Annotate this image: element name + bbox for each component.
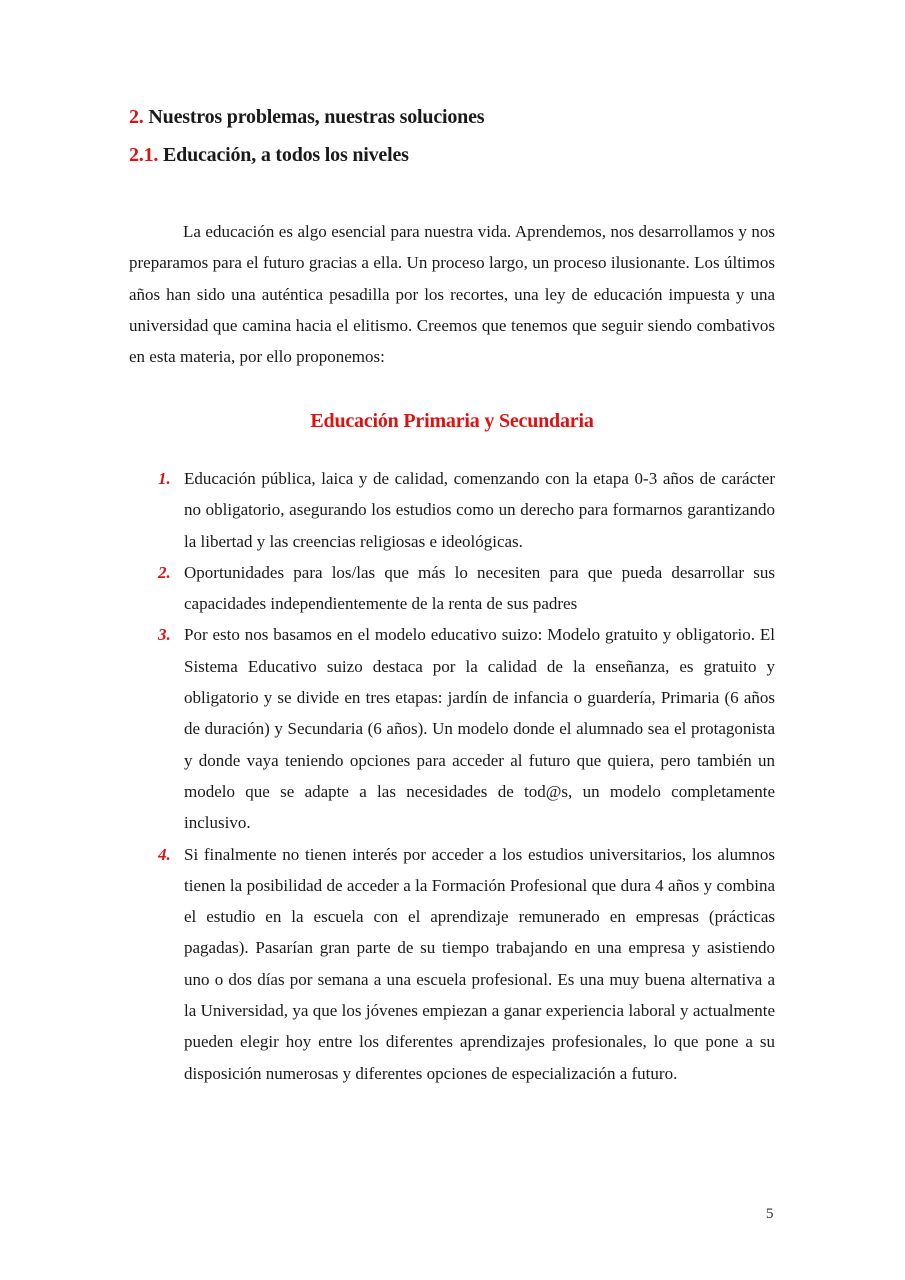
list-item-text: Por esto nos basamos en el modelo educativo suizo: Modelo gratuito y obligatorio. El Sistema Educativo suizo destaca por la calidad de la enseñanza, es gratuito y obligatorio y se divide en tres etapas: jardín de infancia o guardería, Primaria (6 años de duración) y Secundaria (6 años). Un modelo donde el alumnado sea el protagonista y donde vaya teniendo opciones para acceder al futuro que quiera, pero también un modelo que se adapte a las necesidades de tod@s, un modelo completamente inclusivo. <box>184 625 775 833</box>
list-item-number: 4. <box>158 844 171 864</box>
subsection-heading-text: Educación, a todos los niveles <box>163 144 409 166</box>
list-item <box>129 619 775 838</box>
page-number: 5 <box>766 1206 774 1222</box>
list-item-text: Oportunidades para los/las que más lo necesiten para que pueda desarrollar sus capacidades independientemente de la renta de sus padres <box>184 562 775 614</box>
section-heading <box>129 106 484 129</box>
proposal-list <box>129 463 775 1089</box>
list-item-number: 3. <box>158 625 171 645</box>
list-item-number: 2. <box>158 562 171 582</box>
list-item <box>129 557 775 620</box>
list-item <box>129 839 775 1089</box>
list-item <box>129 463 775 557</box>
list-item-text: Si finalmente no tienen interés por acceder a los estudios universitarios, los alumnos tienen la posibilidad de acceder a la Formación Profesional que dura 4 años y combina el estudio en la escuela con el aprendizaje remunerado en empresas (prácticas pagadas). Pasarían gran parte de su tiempo trabajando en una empresa y asistiendo uno o dos días por semana a una escuela profesional. Es una muy buena alternativa a la Universidad, ya que los jóvenes empiezan a ganar experiencia laboral y actualmente pueden elegir hoy entre los diferentes aprendizajes profesionales, lo que pone a su disposición numerosas y diferentes opciones de especialización a futuro. <box>184 844 775 1083</box>
section-heading-text: Nuestros problemas, nuestras soluciones <box>148 106 485 128</box>
subsection-heading-number: 2.1. <box>129 144 159 166</box>
section-heading-number: 2. <box>129 106 144 128</box>
subsection-title: Educación Primaria y Secundaria <box>310 410 594 432</box>
intro-paragraph: La educación es algo esencial para nuestra vida. Aprendemos, nos desarrollamos y nos preparamos para el futuro gracias a ella. Un proceso largo, un proceso ilusionante. Los últimos años han sido una auténtica pesadilla por los recortes, una ley de educación impuesta y una universidad que camina hacia el elitismo. Creemos que tenemos que seguir siendo combativos en esta materia, por ello proponemos: <box>129 222 775 367</box>
list-item-number: 1. <box>158 469 171 488</box>
subsection-heading <box>129 144 409 167</box>
list-item-text: Educación pública, laica y de calidad, comenzando con la etapa 0-3 años de carácter no obligatorio, asegurando los estudios como un derecho para formarnos garantizando la libertad y las creencias religiosas e ideológicas. <box>184 469 775 551</box>
